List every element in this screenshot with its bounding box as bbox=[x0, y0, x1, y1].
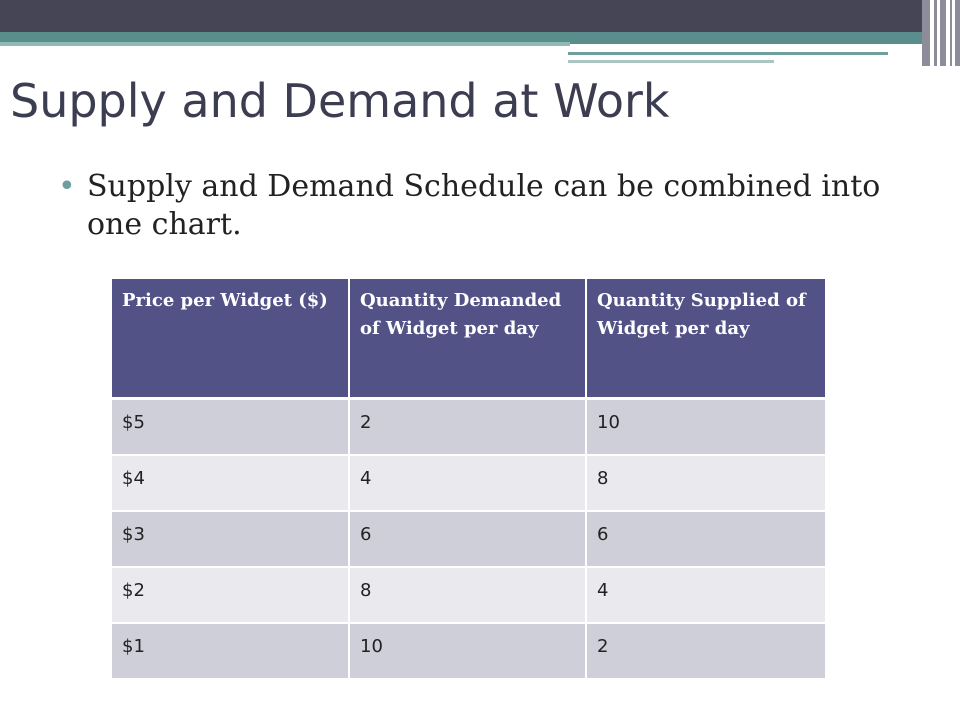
top-banner bbox=[0, 0, 960, 32]
column-header-demanded: Quantity Demanded of Widget per day bbox=[350, 279, 587, 400]
cell-demanded: 2 bbox=[350, 400, 587, 456]
table-row bbox=[112, 400, 825, 456]
slide-title: Supply and Demand at Work bbox=[10, 74, 670, 128]
bullet-text: Supply and Demand Schedule can be combined into one chart. bbox=[87, 169, 881, 242]
table-row bbox=[112, 568, 825, 624]
cell-demanded: 6 bbox=[350, 512, 587, 568]
table-header-row bbox=[112, 279, 825, 400]
cell-price: $4 bbox=[112, 456, 350, 512]
column-header-supplied: Quantity Supplied of Widget per day bbox=[587, 279, 825, 400]
table-row bbox=[112, 624, 825, 680]
table-row bbox=[112, 512, 825, 568]
cell-demanded: 4 bbox=[350, 456, 587, 512]
cell-supplied: 2 bbox=[587, 624, 825, 680]
teal-light-band bbox=[0, 42, 570, 46]
cell-supplied: 6 bbox=[587, 512, 825, 568]
cell-demanded: 8 bbox=[350, 568, 587, 624]
table-row bbox=[112, 456, 825, 512]
cell-price: $5 bbox=[112, 400, 350, 456]
cell-supplied: 10 bbox=[587, 400, 825, 456]
accent-line bbox=[568, 60, 774, 63]
cell-price: $3 bbox=[112, 512, 350, 568]
supply-demand-table bbox=[112, 279, 825, 680]
cell-demanded: 10 bbox=[350, 624, 587, 680]
bullet-dot-icon: • bbox=[58, 169, 76, 204]
cell-price: $1 bbox=[112, 624, 350, 680]
column-header-price: Price per Widget ($) bbox=[112, 279, 350, 400]
cell-price: $2 bbox=[112, 568, 350, 624]
accent-line bbox=[568, 52, 888, 55]
bullet-point bbox=[60, 168, 900, 244]
cell-supplied: 4 bbox=[587, 568, 825, 624]
cell-supplied: 8 bbox=[587, 456, 825, 512]
decorative-stripes bbox=[922, 0, 960, 66]
